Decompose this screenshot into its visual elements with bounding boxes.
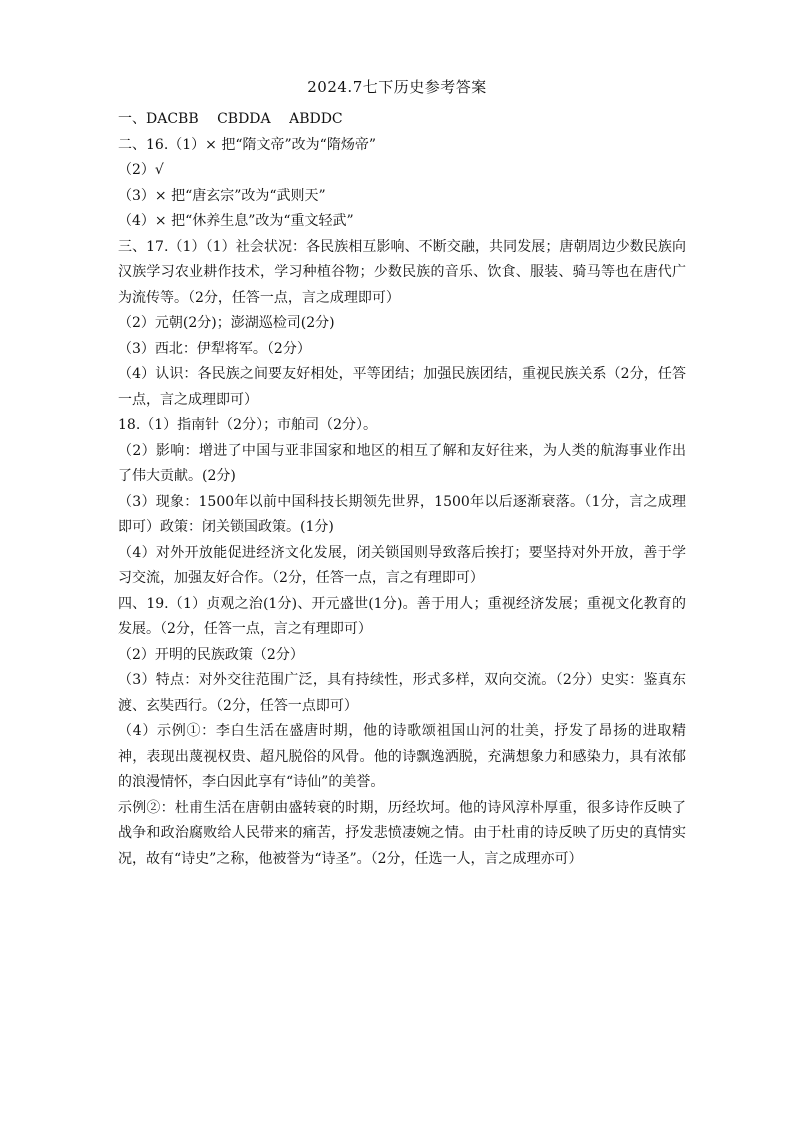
answer-content bbox=[118, 107, 686, 872]
answer-line-17-1: 三、17.（1）（1）社会状况：各民族相互影响、不断交融，共同发展；唐朝周边少数民族向汉族学习农业耕作技术，学习种植谷物；少数民族的音乐、饮食、服装、骑马等也在唐代广为流传等。（2分，任答一点，言之成理即可） bbox=[118, 238, 686, 306]
answer-line-17-3: （3）西北：伊犁将军。（2分） bbox=[118, 340, 311, 357]
answer-line-16-2: （2）√ bbox=[118, 162, 164, 178]
answer-line-19-1: 四、19.（1）贞观之治(1分)、开元盛世(1分)。善于用人；重视经济发展；重视文化教育的发展。（2分，任答一点，言之有理即可） bbox=[118, 595, 686, 637]
answer-line-19-2: （2）开明的民族政策（2分） bbox=[118, 646, 304, 663]
document-title: 2024.7七下历史参考答案 bbox=[307, 78, 487, 96]
answer-line-18-2: （2）影响：增进了中国与亚非国家和地区的相互了解和友好往来，为人类的航海事业作出了伟大贡献。(2分) bbox=[118, 442, 686, 484]
answer-line-19-4-example-2: 示例②：杜甫生活在唐朝由盛转衰的时期，历经坎坷。他的诗风淳朴厚重，很多诗作反映了战争和政治腐败给人民带来的痛苦，抒发悲愤凄婉之情。由于杜甫的诗反映了历史的真情实况，故有“诗史”之称，他被誉为“诗圣”。（2分，任选一人，言之成理亦可） bbox=[118, 799, 686, 867]
answer-line-17-4: （4）认识：各民族之间要友好相处，平等团结；加强民族团结，重视民族关系（2分，任答一点，言之成理即可） bbox=[118, 366, 686, 408]
answer-line-18-4: （4）对外开放能促进经济文化发展，闭关锁国则导致落后挨打；要坚持对外开放，善于学习交流，加强友好合作。（2分，任答一点，言之有理即可） bbox=[118, 544, 686, 586]
answer-line-16-3: （3）× 把“唐玄宗”改为“武则天” bbox=[118, 187, 326, 204]
answer-line-18-3: （3）现象：1500年以前中国科技长期领先世界，1500年以后逐渐衰落。（1分，言之成理即可）政策：闭关锁国政策。(1分) bbox=[118, 493, 686, 535]
answer-line-mc: 一、DACBB CBDDA ABDDC bbox=[118, 111, 343, 127]
answer-line-16-4: （4）× 把“休养生息”改为“重文轻武” bbox=[118, 213, 354, 229]
answer-line-17-2: （2）元朝(2分)；澎湖巡检司(2分) bbox=[118, 315, 335, 331]
answer-line-19-4-example-1: （4）示例①：李白生活在盛唐时期，他的诗歌颂祖国山河的壮美，抒发了昂扬的进取精神，表现出蔑视权贵、超凡脱俗的风骨。他的诗飘逸洒脱，充满想象力和感染力，具有浓郁的浪漫情怀，李白因此享有“诗仙”的美誉。 bbox=[118, 723, 686, 790]
answer-line-16-1: 二、16.（1）× 把“隋文帝”改为“隋炀帝” bbox=[118, 136, 376, 153]
answer-line-18-1: 18.（1）指南针（2分）；市舶司（2分）。 bbox=[118, 417, 377, 433]
answer-line-19-3: （3）特点：对外交往范围广泛，具有持续性，形式多样，双向交流。（2分）史实：鉴真东渡、玄奘西行。（2分，任答一点即可） bbox=[118, 672, 686, 714]
